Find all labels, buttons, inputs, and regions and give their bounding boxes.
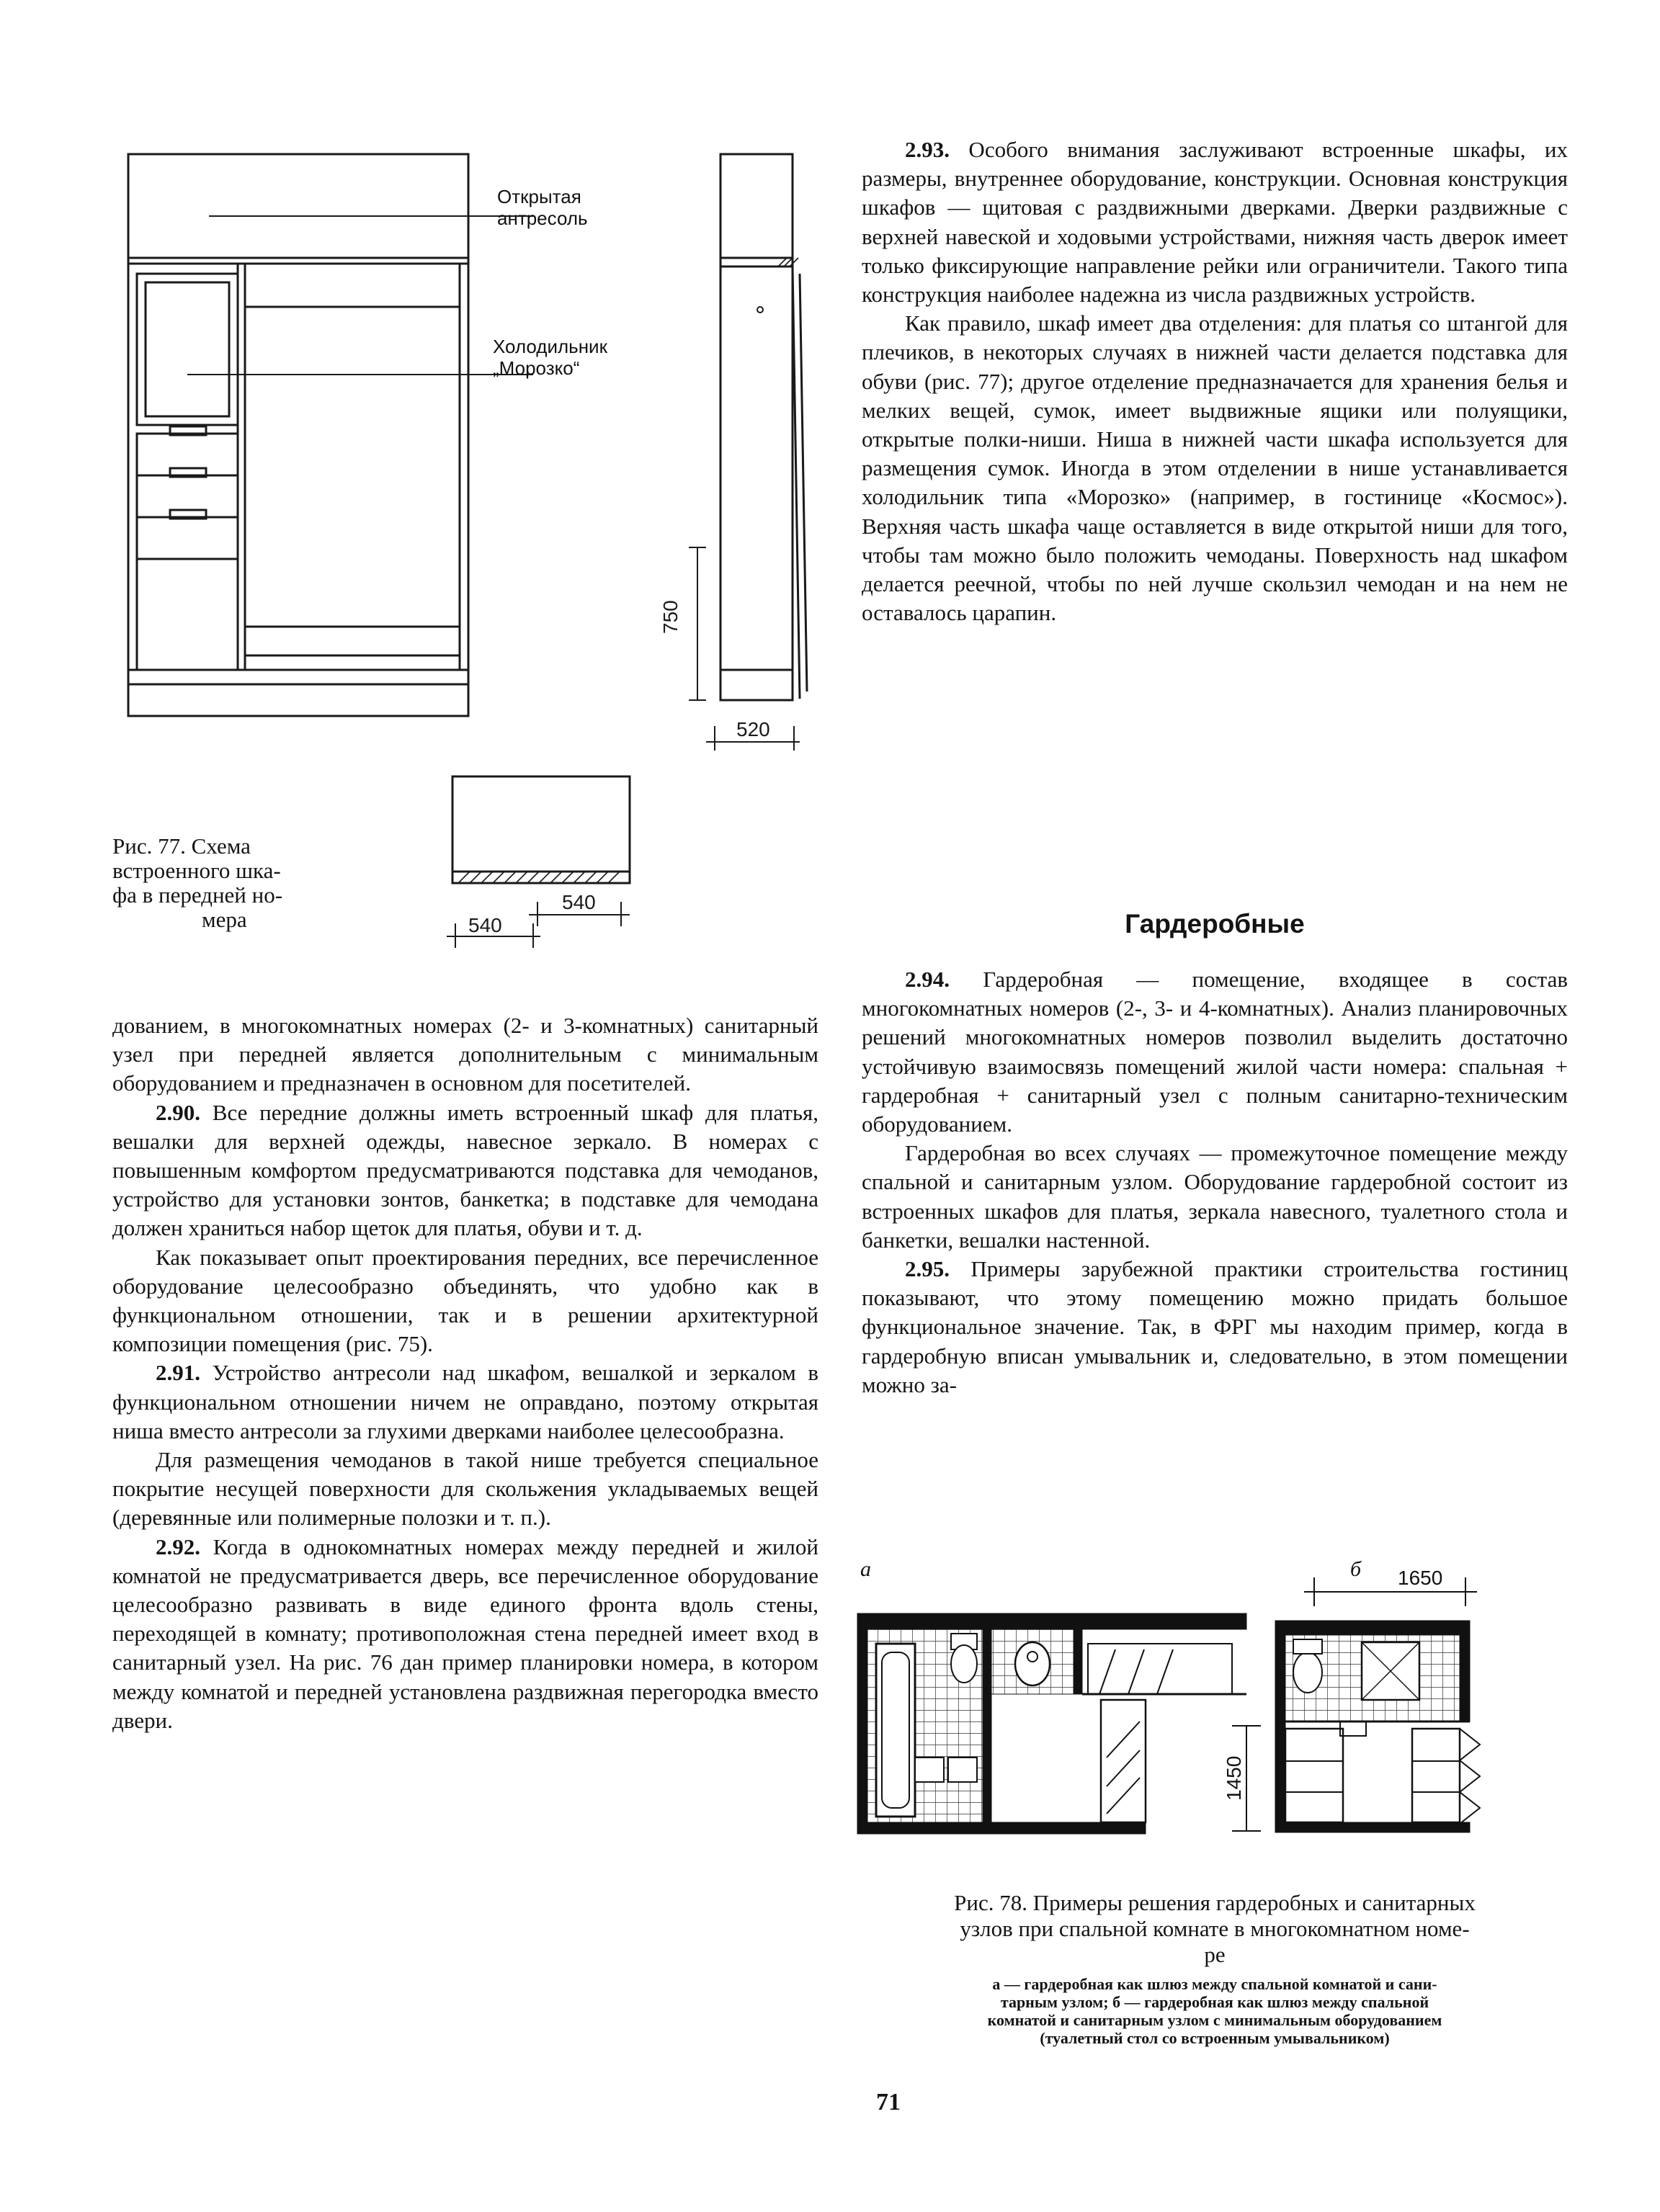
section-2-94-text: Гардеробная — помещение, входящее в состав многокомнатных номеров (2-, 3- и 4-комнатных). Анализ планировочных решений многокомнатных номеров позволил выделить достаточно устойчивую взаимосвязь помещений жилой части номера: спальная + гардеробная + санитарный узел с полным санитарно-техническим оборудованием.: [862, 967, 1568, 1137]
right-paragraph-3: [862, 965, 1568, 1139]
left-paragraph-1: дованием, в многокомнатных номерах (2- и 3-комнатных) санитарный узел при передней является дополнительным с минимальным оборудованием и предназначен в основном для посетителей.: [112, 1013, 818, 1096]
label-fridge: [493, 336, 637, 379]
section-2-91-text: Устройство антресоли над шкафом, вешалкой и зеркалом в функциональном отношении ничем не оправдано, поэтому открытая ниша вместо антресоли за глухими дверками наиболее целесообразна.: [112, 1360, 818, 1443]
left-paragraph-4: [112, 1358, 818, 1446]
section-heading-wardrobes: Гардеробные: [1125, 909, 1305, 939]
dim-750-label: 750: [659, 600, 682, 634]
section-2-92-number: 2.92.: [156, 1533, 200, 1559]
caption-78-line2: узлов при спальной комнате в многокомнатном номе-: [960, 1916, 1470, 1941]
plan-b-label: б: [1350, 1557, 1362, 1581]
left-paragraph-6: [112, 1533, 818, 1735]
right-paragraph-1: [862, 135, 1568, 309]
right-paragraph-2: Как правило, шкаф имеет два отделения: для платья со штангой для плечиков, в некоторых случаях в нижней части делается подставка для обуви (рис. 77); другое отделение предназначается для хранения белья и мелких вещей, сумок, имеет выдвижные ящики или полуящики, открытые полки-ниши. Ниша в нижней части шкафа используется для размещения сумок. Иногда в этом отделении в нише устанавливается холодильник типа «Морозко» (например, в гостинице «Космос»). Верхняя часть шкафа чаще оставляется в виде открытой ниши для того, чтобы там можно было положить чемоданы. Поверхность над шкафом делается реечной, чтобы по ней лучше скользил чемодан и на нем не оставалось царапин.: [862, 310, 1568, 626]
section-2-95-text: Примеры зарубежной практики строительства гостиниц показывают, что этому помещению можно придать большое функциональное значение. Так, в ФРГ мы находим пример, когда в гардеробную вписан умывальник и, следовательно, в этом помещении можно за-: [862, 1256, 1568, 1397]
label-open-mezzanine-line1: Открытая: [497, 186, 581, 207]
left-paragraph-3: Как показывает опыт проектирования передних, все перечисленное оборудование целесообразно объединять, что удобно как в функциональном отношении, так и в решении архитектурной композиции помещения (рис. 75).: [112, 1244, 818, 1357]
plan-a-label: а: [860, 1557, 871, 1581]
section-2-93-number: 2.93.: [905, 137, 950, 162]
dim-1450-label: 1450: [1223, 1755, 1245, 1801]
label-open-mezzanine-line2: антресоль: [497, 207, 588, 229]
section-2-95-number: 2.95.: [905, 1256, 950, 1282]
left-column: [112, 1011, 818, 1735]
section-2-92-text: Когда в однокомнатных номерах между передней и жилой комнатой не предусматривается дверь, все перечисленное оборудование целесообразно развивать в виде единого фронта вдоль стены, переходящей в комнату; противоположная стена передней имеет вход в санитарный узел. На рис. 76 дан пример планировки номера, в котором между комнатой и передней установлена раздвижная перегородка вместо двери.: [112, 1533, 818, 1733]
plan-a-walls: [857, 1613, 1246, 1629]
section-2-90-number: 2.90.: [156, 1099, 200, 1125]
right-paragraph-4: Гардеробная во всех случаях — промежуточное помещение между спальной и санитарным узлом. Оборудование гардеробной состоит из встроенных шкафов для платья, зеркала навесного, туалетного стола и банкетки, вешалки настенной.: [862, 1140, 1568, 1253]
dim-540-label-a: 540: [562, 891, 596, 913]
caption-78-line3: ре: [1204, 1942, 1226, 1967]
caption-77-line1: Рис. 77. Схема: [112, 833, 251, 859]
right-column-bottom: [862, 965, 1568, 1400]
legend-78-line2: тарным узлом; б — гардеробная как шлюз между спальной: [1000, 1993, 1429, 2011]
figure-78-caption: [862, 1890, 1568, 1968]
wardrobe-plan: [452, 776, 630, 872]
caption-78-line1: Рис. 78. Примеры решения гардеробных и санитарных: [954, 1890, 1476, 1915]
left-paragraph-2: [112, 1098, 818, 1243]
section-2-90-text: Все передние должны иметь встроенный шкаф для платья, вешалки для верхней одежды, навесное зеркало. В номерах с повышенным комфортом предусматриваются подставка для чемоданов, устройство для установки зонтов, банкетка; в подставке для чемодана должен храниться набор щеток для платья, обуви и т. д.: [112, 1099, 818, 1241]
figure-78-drawing: [843, 1549, 1571, 1851]
left-paragraph-5: Для размещения чемоданов в такой нише требуется специальное покрытие несущей поверхности для скольжения укладываемых вещей (деревянные или полимерные полозки и т. п.).: [112, 1447, 818, 1531]
right-paragraph-5: [862, 1255, 1568, 1400]
legend-78-line1: а — гардеробная как шлюз между спальной комнатой и сани-: [992, 1975, 1437, 1993]
figure-77-caption: [112, 834, 350, 932]
section-2-91-number: 2.91.: [156, 1360, 200, 1386]
label-fridge-line1: Холодильник: [493, 336, 607, 357]
dim-540-label-b: 540: [468, 914, 502, 936]
page-number: 71: [876, 2089, 901, 2115]
figure-78-legend: [862, 1975, 1568, 2047]
dim-1650-label: 1650: [1398, 1567, 1443, 1589]
section-2-94-number: 2.94.: [905, 967, 950, 992]
caption-77-line2: встроенного шка-: [112, 858, 281, 883]
legend-78-line3: комнатой и санитарным узлом с минимальным оборудованием: [987, 2011, 1442, 2029]
right-column-top: [862, 135, 1568, 627]
caption-77-line3: фа в передней но-: [112, 882, 283, 908]
plan-b-walls: [1275, 1621, 1470, 1635]
label-fridge-line2: „Морозко“: [493, 357, 580, 379]
section-2-93-text: Особого внимания заслуживают встроенные шкафы, их размеры, внутреннее оборудование, конструкции. Основная конструкция шкафов — щитовая с раздвижными дверками. Дверки раздвижные с верхней навеской и ходовыми устройствами, нижняя часть дверок имеет только фиксирующие направление рейки или ограничители. Такого типа конструкция наиболее надежна из числа раздвижных устройств.: [862, 137, 1568, 308]
dim-520-label: 520: [736, 718, 770, 740]
label-open-mezzanine: [497, 186, 641, 229]
caption-77-line4: мера: [202, 907, 247, 932]
legend-78-line4: (туалетный стол со встроенным умывальником): [1040, 2029, 1390, 2047]
wardrobe-side-section: [720, 154, 793, 700]
